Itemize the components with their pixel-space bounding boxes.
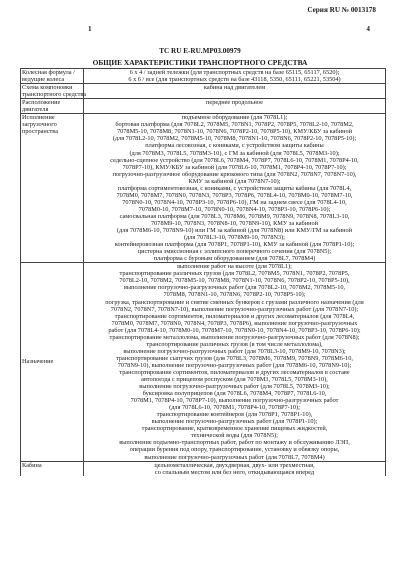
value-cabin: цельнометаллическая, двухдверная, двух- или трехместная, со спальным местом или без него, откидывающаяся вперед bbox=[84, 461, 386, 476]
row-layout-scheme bbox=[21, 84, 386, 99]
text-line: автопоезда с прицепом роспуском (для 7078M3, 7078L5, 7078M3-10), bbox=[141, 376, 328, 384]
text-line: 7078N0-10, 7078N4-10, 7078P3-10, 7078P6-10), ГМ на заднем свесе (для 7078L4-10, bbox=[122, 198, 347, 206]
text-line: выполнение работ на высоте (для 7078L1); bbox=[177, 263, 292, 271]
text-line: транспортирование, кратковременное хранение пищевых жидкостей, bbox=[141, 425, 328, 433]
text-line: работ (для 7078L4-10, 7078M0-10, 7078M7-10, 7078N0-10, 7078N4-10, 7078P3-10, 7078P6-10); bbox=[108, 326, 361, 334]
row-engine-position bbox=[21, 99, 386, 114]
text-line: буксировка полуприцепов (для 7078L6, 7078M4, 7078P7, 7078L6-10, bbox=[142, 390, 327, 398]
text-line: 7078M1, 7078P4-10, 7078P7-10), выполнение погрузочно-разгрузочных работ bbox=[130, 397, 339, 405]
text-line: 7078L2-10, 7078M2, 7078M5-10, 7078M8, 7078N1-10, 7078N6, 7078P2-10, 7078P5-10), bbox=[119, 277, 350, 285]
row-cabin bbox=[21, 461, 386, 476]
text-line: седельно-сцепное устройство (для 7078L6, 7078M4, 7078P7, 7078L6-10, 7078M1, 7078P4-10, bbox=[110, 156, 359, 164]
text-line: контейнеровозная платформа (для 7078P1, 7078P1-10), КМУ за кабиной (для 7078P1-10); bbox=[114, 241, 355, 249]
row-body-design bbox=[21, 114, 386, 263]
row-purpose bbox=[21, 263, 386, 461]
text-line: (для 7078L2-10, 7078M2, 7078M5-10, 7078M8, 7078N1-10, 7078N6, 7078P2-10, 7078P5-10); bbox=[112, 135, 357, 143]
text-line: бортовая платформа (для 7078L2, 7078M5, 7078N1, 7078P2, 7078P5, 7078L2-10, 7078M2, bbox=[115, 121, 354, 129]
text-line: выполнение подъемно-транспортных работ, работ по монтажу и обслуживанию ЛЭП, bbox=[119, 439, 350, 447]
text-line: выполнение погрузочно-разгрузочных работ (для 7078P1-10); bbox=[151, 418, 318, 426]
text-line: выполнение погрузочно-разгрузочных работ (для 7078L2-10, 7078M2, 7078M5-10, bbox=[123, 284, 346, 292]
page-number-right: 4 bbox=[366, 25, 370, 33]
text-line: транспортирование различных грузов (в том числе металлолома), bbox=[146, 340, 323, 348]
text-line: транспортирование сортиментов, пиломатериалов и других лесоматериалов в составе bbox=[119, 368, 350, 376]
text-line: выполнение погрузочно-разгрузочных работ (для 7078L5, 7078M3-10); bbox=[139, 383, 330, 391]
text-line: (для 7078L6-10, 7078M1, 7078P4-10, 7078P7-10); bbox=[169, 404, 300, 412]
value-layout-scheme: кабина над двигателем bbox=[84, 84, 386, 99]
value-wheel-formula: 6 х 4 / задней тележки (для транспортных средств на базе 65115, 65117, 6520); 6 х 6 / все (для транспортных средств на базе 43118, 5350, 65111, 65221, 53504) bbox=[84, 69, 386, 84]
text-line: (для 7078L3-10, 7078M9-10, 7078N3); bbox=[183, 234, 286, 242]
text-line: КМУ за кабиной (для 7078N7-10); bbox=[188, 177, 281, 185]
text-line: подъемное оборудование (для 7078L1); bbox=[181, 114, 288, 122]
text-line: 7078M0, 7078M7, 7078N0, 7078N3, 7078P3, 7078P6, 7078L4-10, 7078M0-10, 7078M7-10, bbox=[116, 191, 353, 199]
label-engine-position: Расположение двигателя bbox=[21, 99, 84, 114]
text-line: выполнение погрузочно-разгрузочных работ (для 7078L7, 7078M4) bbox=[144, 453, 325, 461]
text-line: выполнение погрузочно-разгрузочных работ (для 7078L3-10, 7078M9-10, 7078N3); bbox=[123, 347, 346, 355]
text-line: (для 7078M6-10, 7078N9-10) или ГМ за кабиной (для 7078N8) или КМУ/ГМ за кабиной bbox=[116, 227, 353, 235]
label-wheel-formula: Колесная формула / ведущие колеса bbox=[21, 69, 84, 84]
label-layout-scheme: Схема компоновки транспортного средства bbox=[22, 84, 87, 99]
text-line: 7078N9-10), выполнение погрузочно-разгрузочных работ (для 7078M6-10, 7078N9-10); bbox=[117, 361, 352, 369]
text-line: (для 7078M3, 7078L5, 7078M3-10), с ГМ за кабиной (для 7078L5, 7078M3-10); bbox=[129, 149, 340, 157]
text-line: транспортирование сортиментов, пиломатериалов и других лесоматериалов (для 7078L4, bbox=[114, 312, 355, 320]
text-line: 7078M0-10, 7078M7-10, 7078N0-10, 7078N4-10, 7078P3-10, 7078P6-10); bbox=[138, 205, 331, 213]
text-line: 7078M8, 7078N1-10, 7078N6, 7078P2-10, 7078P5-10); bbox=[163, 291, 306, 299]
text-line: 7078N2, 7078N7, 7078N7-10), выполнение погрузочно-разгрузочных работ (для 7078N7-10); bbox=[110, 305, 359, 313]
text-line: транспортирование различных грузов (для 7078L2, 7078M5, 7078N1, 7078P2, 7078P5, bbox=[119, 270, 350, 278]
section-title: ОБЩИЕ ХАРАКТЕРИСТИКИ ТРАНСПОРТНОГО СРЕДСТВА bbox=[92, 58, 308, 67]
text-line: 7078M0, 7078M7, 7078N0, 7078N4, 7078P3, 7078P6), выполнение погрузочно-разгрузочных bbox=[111, 319, 358, 327]
text-line: операции бурения под опору, транспортирование, установку и обвязку опоры, bbox=[129, 446, 340, 454]
serial-number: Серия RU № 0013178 bbox=[307, 6, 376, 14]
text-line: платформа с буровым оборудованием (для 7078L7, 7078M4) bbox=[153, 255, 316, 263]
value-purpose bbox=[84, 263, 386, 461]
value-engine-position: переднее продольное bbox=[84, 99, 386, 114]
text-line: погрузочно-разгрузочное оборудование крюкового типа (для 7078N2, 7078N7, 7078N7-10), bbox=[112, 170, 357, 178]
document-number: ТС RU E-RU.MP03.00979 bbox=[159, 47, 241, 55]
label-cabin: Кабина bbox=[21, 461, 84, 476]
text-line: платформа сортиментовозная, с кониками, с устройством защиты кабины (для 7078L4, bbox=[117, 184, 352, 192]
label-purpose: Назначение bbox=[21, 263, 84, 461]
text-line: транспортирование металлолома, выполнение погрузочно-разгрузочных работ (для 7078N8); bbox=[109, 333, 360, 341]
text-line: цистерна эмиссионная с эллипсного поперечного сечения (для 7078N5); bbox=[137, 248, 332, 256]
text-line: 7078M5-10, 7078M8, 7078N1-10, 7078N6, 7078P2-10, 7078P5-10), КМУ/КБУ за кабиной bbox=[116, 128, 353, 136]
text-line: платформа лесовозная, с кониками, с устройством защиты кабины bbox=[145, 142, 324, 150]
page-number-left: 1 bbox=[88, 25, 92, 33]
value-body-design bbox=[84, 114, 386, 263]
text-line: самосвальная платформа (для 7078L3, 7078M6, 7078M9, 7078N9, 7078N8, 7078L3-10, bbox=[119, 212, 350, 220]
label-body-design: Исполнение загрузочного пространства bbox=[21, 114, 84, 263]
text-line: технической воды (для 7078N5); bbox=[190, 432, 279, 440]
characteristics-table bbox=[20, 68, 386, 476]
text-line: погрузка, транспортирование и снятие сменных бункеров с грузами различного назначения (для bbox=[105, 298, 364, 306]
text-line: 7078M9-10, 7078N3, 7078N8-10, 7078N9-10), КМУ за кабиной bbox=[151, 219, 318, 227]
row-wheel-formula bbox=[21, 69, 386, 84]
text-line: транспортирование контейнеров (для 7078P1, 7078P1-10), bbox=[156, 411, 313, 419]
text-line: транспортирование сыпучих грузов (для 7078L3, 7078M6, 7078M9, 7078N9, 7078M6-10, bbox=[116, 354, 353, 362]
text-line: 7078P7-10), КМУ/КБУ за кабиной (для 7078L6-10, 7078M1, 7078P4-10, 7078P7-10); bbox=[122, 163, 347, 171]
